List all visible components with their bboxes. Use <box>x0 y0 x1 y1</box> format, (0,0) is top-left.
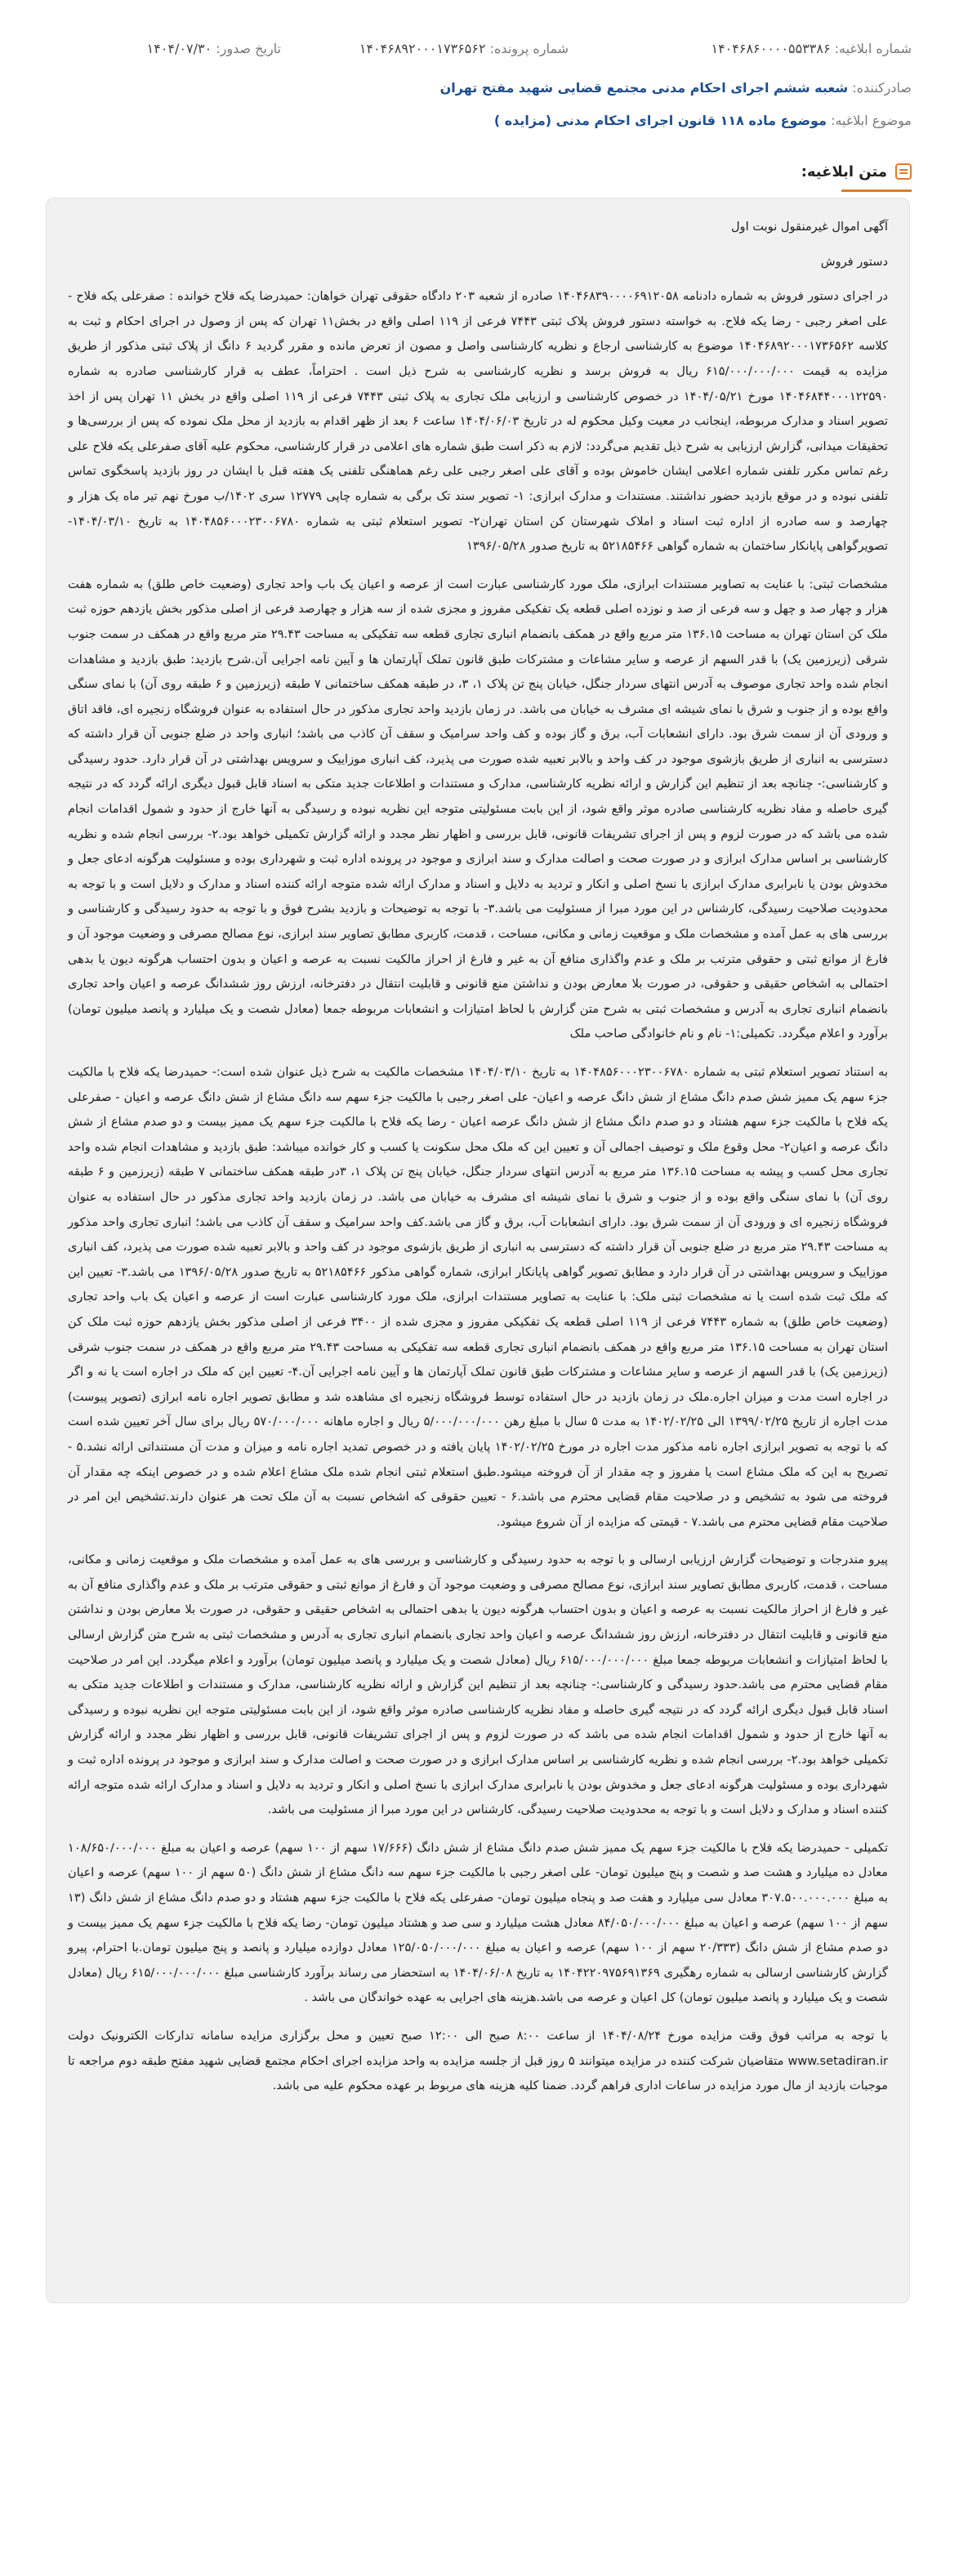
paragraph-valuation: پیرو مندرجات و توضیحات گزارش ارزیابی ارسالی و با توجه به حدود رسیدگی و کارشناسی و بررسی های به عمل آمده و مشخصات ملک و موقعیت زمانی و مکانی، مساحت ، قدمت، کاربری مطابق تصاویر سند ابرازی، نوع مصالح مصرفی و وضعیت موجود آن و فارغ از موانع ثبتی و حقوقی مترتب بر ملک و عدم واگذاری منافع آن به غیر و فارغ از احراز مالکیت نسبت به عرصه و اعیان و بدون احتساب هرگونه دیون یا بدهی احتمالی به اشخاص حقیقی و حقوقی، در صورت بلا معارض بودن و نداشتن منع قانونی و قابلیت انتقال در دفترخانه، ارزش روز ششدانگ عرصه و اعیان واحد تجاری بانضمام انباری تجاری به آدرس و مشخصات ثبتی به شرح متن گزارش ارسالی با لحاظ امتیازات و انشعابات مربوطه جمعا مبلغ ۶۱۵/۰۰۰/۰۰۰/۰۰۰ ریال (معادل شصت و یک میلیارد و پانصد میلیون تومان) برآورد و اعلام میگردد. این امر در صلاحیت مقام قضایی محترم می باشد.حدود رسیدگی و کارشناسی:- چنانچه بعد از تنظیم این گزارش و ارائه نظریه کارشناسی، مدارک و مستندات و اطلاعات جدید متکی به اسناد قابل قبول دیگری ارائه گردد که در نتیجه گیری حاصله و مفاد نظریه کارشناسی صادره موثر واقع شود، از این بابت مسئولیتی متوجه این نظریه نبوده و رسیدگی به آنها خارج از حدود و شمول اقدامات انجام شده می باشد که در صورت لزوم و پس از اجرای تشریفات قانونی، قابل بررسی و اظهار نظر مجدد و ارائه گزارش تکمیلی خواهد بود.۲- بررسی انجام شده و نظریه کارشناسی بر اساس مدارک ابرازی و در صورت صحت و اصالت مدارک و سند ابرازی و موجود در پرونده اداره ثبت و شهرداری بوده و مسئولیت هرگونه ادعای جعل و مخدوش بودن یا نابرابری مدارک ابرازی با نسخ اصلی و انکار و تردید به دلایل و اسناد و مدارک ارائه شده متوجه ارائه کننده اسناد و مدارک و دلایل است و با توجه به محدودیت صلاحیت رسیدگی، کارشناس در این مورد مبرا از مسئولیت می باشد. <box>68 1553 888 1817</box>
issuer-label: صادرکننده: <box>852 80 912 96</box>
issue-date-value: ۱۴۰۴/۰۷/۳۰ <box>146 41 212 56</box>
case-number-value: ۱۴۰۴۶۸۹۲۰۰۰۱۷۳۶۵۶۲ <box>359 41 486 56</box>
paragraph-auction-time: با توجه به مراتب فوق وقت مزایده مورخ ۱۴۰۴/۰۸/۲۴ از ساعت ۸:۰۰ صبح الی ۱۲:۰۰ صبح تعیین و محل برگزاری مزایده سامانه تدارکات الکترونیک دولت www.setadiran.ir متقاضیان شرکت کننده در مزایده میتوانند ۵ روز قبل از جلسه مزایده به واحد مزایده اجرای احکام مجتمع قضایی شهید مفتح طبقه دوم مراجعه تا موجبات بازدید از مال مورد مزایده در ساعات اداری فراهم گردد. ضمنا کلیه هزینه های مربوط بر عهده محکوم علیه می باشد. <box>68 2028 888 2093</box>
meta-row <box>0 41 959 69</box>
document-icon <box>895 163 912 180</box>
notice-body <box>46 198 910 2303</box>
case-number <box>359 41 569 56</box>
case-number-label: شماره پرونده: <box>489 41 569 56</box>
issuer <box>440 80 912 96</box>
notice-title-row <box>801 155 912 188</box>
paragraph-sale-order: در اجرای دستور فروش به شماره دادنامه ۱۴۰۴۶۸۳۹۰۰۰۰۶۹۱۲۰۵۸ صادره از شعبه ۲۰۳ دادگاه حقوقی تهران خواهان: حمیدرضا یکه فلاح خوانده : صفرعلی یکه فلاح - علی اصغر رجبی - رضا یکه فلاح. به خواسته دستور فروش پلاک ثبتی ۷۴۴۳ فرعی از ۱۱۹ اصلی واقع در بخش۱۱ تهران که پس از وصول در اجرای احکام و ثبت به کلاسه ۱۴۰۴۶۸۹۲۰۰۰۱۷۳۶۵۶۲ موضوع به کارشناسی ارجاع و نظریه کارشناسی واصل و مصون از تعرض مانده و مقرر گردید ۶ دانگ از پلاک ثبتی مذکور از طریق مزایده به قیمت ۶۱۵/۰۰۰/۰۰۰/۰۰۰ ریال به فروش برسد و نظریه کارشناسی به شرح ذیل است . احتراماً، عطف به قرار کارشناسی صادره به شماره ۱۴۰۴۶۸۴۴۰۰۰۱۲۲۵۹۰ مورخ ۱۴۰۴/۰۵/۲۱ در خصوص کارشناسی و ارزیابی ملک تجاری به پلاک ثبتی ۷۴۴۳ فرعی از ۱۱۹ اصلی واقع در بخش ۱۱ تهران پس از اخذ تصویر اسناد و مدارک مربوطه، اینجانب در معیت وکیل محکوم له در تاریخ ۱۴۰۴/۰۶/۰۳ ساعت ۶ بعد از ظهر اقدام به بازدید از محل ملک نموده که پس از بررسی‌ها و تحقیقات میدانی، گزارش ارزیابی به شرح ذیل تقدیم می‌گردد: لازم به ذکر است طبق شماره های اعلامی در قرار کارشناسی، محکوم علیه آقای صفرعلی یکه فلاح علی رغم تماس مکرر تلفنی شماره اعلامی ایشان خاموش بوده و آقای علی اصغر رجبی علی رغم هماهنگی تلفنی یک هفته قبل با ایشان در روز بازدید پاسخگوی تماس تلفنی نبوده و در موقع بازدید حضور نداشتند. مستندات و مدارک ابرازی: ۱- تصویر سند تک برگی به شماره چاپی ۱۲۷۷۹ سری ۱۴۰۲/ب مورخ نهم تیر ماه یک هزار و چهارصد و سه صادره از اداره ثبت اسناد و املاک شهرستان کن استان تهران۲- تصویر استعلام ثبتی به شماره ۱۴۰۴۸۵۶۰۰۰۲۳۰۰۶۷۸۰ به تاریخ ۱۴۰۴/۰۳/۱۰- تصویرگواهی پایانکار ساختمان به شماره گواهی ۵۲۱۸۵۴۶۶ به تاریخ صدور ۱۳۹۶/۰۵/۲۸ <box>68 289 889 554</box>
notice-subheading: دستور فروش <box>820 254 888 269</box>
issuer-value: شعبه ششم اجرای احکام مدنی مجتمع قضایی شهید مفتح تهران <box>439 80 849 96</box>
subject-value: موضوع ماده ۱۱۸ قانون اجرای احکام مدنی (مزایده ) <box>493 113 827 128</box>
ad-number-value: ۱۴۰۴۶۸۶۰۰۰۰۵۵۳۳۸۶ <box>711 41 831 56</box>
issue-date-label: تاریخ صدور: <box>216 41 281 56</box>
subject-label: موضوع ابلاغیه: <box>831 113 912 128</box>
notice-title: متن ابلاغیه: <box>801 163 887 180</box>
paragraph-registration-details: مشخصات ثبتی: با عنایت به تصاویر مستندات ابرازی، ملک مورد کارشناسی عبارت است از عرصه و اعیان یک باب واحد تجاری (وضعیت خاص طلق) به شماره هفت هزار و چهار صد و چهل و سه فرعی از صد و نوزده اصلی قطعه یک تفکیکی مفروز و مجزی شده از سه هزار و چهارصد فرعی از اصلی مذکور بخش یازدهم حوزه ثبت ملک کن استان تهران به مساحت ۱۳۶.۱۵ متر مربع واقع در همکف بانضمام انباری تجاری قطعه سه تفکیکی به مساحت ۲۹.۴۳ متر مربع واقع در همکف در سمت جنوب شرقی (زیرزمین یک) با قدر السهم از عرصه و سایر مشاعات و مشترکات طبق قانون تملک آپارتمان ها و آیین نامه اجرایی آن.شرح بازدید: طبق بازدید و مشاهدات انجام شده واحد تجاری موصوف به آدرس انتهای سردار جنگل، خیابان پنج تن پلاک ۱، ۳، در طبقه همکف ساختمانی ۷ طبقه (زیرزمین و ۶ طبقه روی آن) با نمای سنگی واقع بوده و از جنوب و شرق با نمای شیشه ای مشرف به خیابان می باشد. در زمان بازدید واحد تجاری مذکور در حال استفاده به عنوان فروشگاه زنجیره ای، فاقد اتاق و ورودی آن از سمت شرق بود. دارای انشعابات آب، برق و گاز بوده و کف واحد سرامیک و سقف آن کاذب می باشد؛ انباری واحد در ضلع جنوبی آن قرار داشته که دسترسی به انباری از طریق بازشوی موجود در کف واحد و بالابر تعبیه شده صورت می پذیرد، کف انباری موزاییک و سرویس بهداشتی در آن قرار دارد. حدود رسیدگی و کارشناسی:- چنانچه بعد از تنظیم این گزارش و ارائه نظریه کارشناسی، مدارک و مستندات و اطلاعات جدید متکی به اسناد قابل قبول دیگری ارائه گردد که در نتیجه گیری حاصله و مفاد نظریه کارشناسی صادره موثر واقع شود، از این بابت مسئولیتی متوجه این نظریه نبوده و رسیدگی به آنها خارج از حدود و شمول اقدامات انجام شده می باشد که در صورت لزوم و پس از اجرای تشریفات قانونی، قابل بررسی و اظهار نظر مجدد و ارائه گزارش تکمیلی خواهد بود.۲- بررسی انجام شده و نظریه کارشناسی بر اساس مدارک ابرازی و در صورت صحت و اصالت مدارک و سند ابرازی و موجود در پرونده اداره ثبت و شهرداری بوده و مسئولیت هرگونه ادعای جعل و مخدوش بودن یا نابرابری مدارک ابرازی با نسخ اصلی و انکار و تردید به دلایل و اسناد و مدارک ارائه شده متوجه ارائه کننده اسناد و مدارک و دلایل است و با توجه به محدودیت صلاحیت رسیدگی، کارشناس در این مورد مبرا از مسئولیت می باشد.۳- با توجه به توضیحات و بازدید بشرح فوق و با توجه به حدود رسیدگی و کارشناسی و بررسی های به عمل آمده و مشخصات ملک و موقعیت زمانی و مکانی، مساحت ، قدمت، کاربری مطابق تصاویر سند ابرازی، نوع مصالح مصرفی و وضعیت موجود آن و فارغ از موانع ثبتی و حقوقی مترتب بر ملک و عدم واگذاری منافع آن به غیر و فارغ از احراز مالکیت نسبت به عرصه و اعیان و بدون احتساب هرگونه دیون یا بدهی احتمالی به اشخاص حقیقی و حقوقی، در صورت بلا معارض بودن و نداشتن منع قانونی و قابلیت انتقال در دفترخانه، ارزش روز ششدانگ عرصه و اعیان واحد تجاری بانضمام انباری تجاری به آدرس و مشخصات ثبتی به شرح متن گزارش با لحاظ امتیازات و انشعابات مربوطه جمعا (معادل شصت و یک میلیارد و پانصد میلیون تومان) برآورد و اعلام میگردد. تکمیلی:۱- نام و نام خانوادگی صاحب ملک <box>68 577 888 1041</box>
paragraph-shares: تکمیلی - حمیدرضا یکه فلاح با مالکیت جزء سهم یک ممیز شش صدم دانگ مشاع از شش دانگ (۱۷/۶۶۶ سهم از ۱۰۰ سهم) عرصه و اعیان به مبلغ ۱۰۸/۶۵۰/۰۰۰/۰۰۰ معادل ده میلیارد و هشت صد و شصت و پنج میلیون تومان- علی اصغر رجبی با مالکیت جزء سهم سه دانگ مشاع از شش دانگ (۵۰ سهم از ۱۰۰ سهم) عرصه و اعیان به مبلغ ۳۰۷.۵۰۰.۰۰۰.۰۰۰ معادل سی میلیارد و هفت صد و پنجاه میلیون تومان- صفرعلی یکه فلاح با مالکیت جزء سهم هشتاد و دو صدم دانگ مشاع از شش دانگ (۱۳ سهم از ۱۰۰ سهم) عرصه و اعیان به مبلغ ۸۴/۰۵۰/۰۰۰/۰۰۰ معادل هشت میلیارد و سی صد و هشتاد میلیون تومان- رضا یکه فلاح با مالکیت جزء سهم یک ممیز بیست و دو صدم مشاع از شش دانگ (۲۰/۳۳۳ سهم از ۱۰۰ سهم) عرصه و اعیان به مبلغ ۱۲۵/۰۵۰/۰۰۰/۰۰۰ معادل دوازده میلیارد و پانصد و پنج میلیون تومان.با احترام، پیرو گزارش کارشناسی ارسالی به شماره رهگیری ۱۴۰۴۲۲۰۹۷۵۶۹۱۳۶۹ به تاریخ ۱۴۰۴/۰۶/۰۸ به استحضار می رساند برآورد کارشناسی مبلغ ۶۱۵/۰۰۰/۰۰۰/۰۰۰ ریال (معادل شصت و یک میلیارد و پانصد میلیون تومان) کل اعیان و عرصه می باشد.هزینه های اجرایی به عهده خواندگان می باشد . <box>68 1840 888 2005</box>
subject <box>494 113 912 128</box>
title-underline <box>841 189 912 192</box>
ad-number-label: شماره ابلاغیه: <box>834 41 912 56</box>
notice-header <box>0 0 959 155</box>
notice-heading: آگهی اموال غیرمنقول نوبت اول <box>730 220 888 234</box>
paragraph-ownership-inquiry: به استناد تصویر استعلام ثبتی به شماره ۱۴۰۴۸۵۶۰۰۰۲۳۰۰۶۷۸۰ به تاریخ ۱۴۰۴/۰۳/۱۰ مشخصات مالکیت به شرح ذیل عنوان شده است:- حمیدرضا یکه فلاح با مالکیت جزء سهم یک ممیز شش صدم دانگ مشاع از شش دانگ عرصه و اعیان- علی اصغر رجبی با مالکیت جزء سهم سه دانگ مشاع از شش دانگ عرصه و اعیان - صفرعلی یکه فلاح با مالکیت جزء سهم هشتاد و دو صدم دانگ مشاع از شش دانگ عرصه اعیان - رضا یکه فلاح با مالکیت جزء سهم یک ممیز بیست و دو صدم مشاع از شش دانگ عرصه و اعیان۲- محل وقوع ملک و توصیف اجمالی آن و تعیین این که ملک محل سکونت یا کسب و کار خوانده میباشد: طبق بازدید و مشاهدات انجام شده واحد تجاری محل کسب و پیشه به مساحت ۱۳۶.۱۵ متر مربع به آدرس انتهای سردار جنگل، خیابان پنج تن پلاک ۱، ۳در طبقه همکف ساختمانی ۷ طبقه (زیرزمین و ۶ طبقه روی آن) با نمای سنگی واقع بوده و از جنوب و شرق با نمای شیشه ای مشرف به خیابان می باشد. در زمان بازدید واحد تجاری مذکور در حال استفاده به عنوان فروشگاه زنجیره ای و ورودی آن از سمت شرق بود. دارای انشعابات آب، برق و گاز می باشد.کف واحد سرامیک و سقف آن کاذب می باشد؛ انباری تجاری واحد مذکور به مساحت ۲۹.۴۳ متر مربع در ضلع جنوبی آن قرار داشته که دسترسی به انباری از طریق بازشوی موجود در کف واحد و بالابر تعبیه شده صورت می پذیرد، کف انباری موزاییک و سرویس بهداشتی در آن قرار دارد و مطابق تصویر گواهی پایانکار ابرازی، شماره گواهی مذکور ۵۲۱۸۵۴۶۶ به تاریخ صدور ۱۳۹۶/۰۵/۲۸ می باشد.۳- تعیین این که ملک ثبت شده است یا نه مشخصات ثبتی ملک: با عنایت به تصاویر مستندات ابرازی، ملک مورد کارشناسی عبارت است از عرصه و اعیان یک باب واحد تجاری (وضعیت خاص طلق) به شماره ۷۴۴۳ فرعی از ۱۱۹ اصلی قطعه یک تفکیکی مفروز و مجزی شده از ۳۴۰۰ فرعی از اصلی مذکور بخش یازدهم حوزه ثبت ملک کن استان تهران به مساحت ۱۳۶.۱۵ متر مربع واقع در همکف بانضمام انباری تجاری قطعه سه تفکیکی به مساحت ۲۹.۴۳ متر مربع واقع در همکف در سمت جنوب شرقی (زیرزمین یک) با قدر السهم از عرصه و سایر مشاعات و مشترکات طبق قانون تملک آپارتمان ها و آیین نامه اجرایی آن.۴- تعیین این که ملک در اجاره است یا نه و اگر در اجاره است مدت و میزان اجاره.ملک در زمان بازدید در حال استفاده توسط فروشگاه زنجیره ای مشاهده شد و مطابق تصویر اجاره نامه ابرازی (تصویر پیوست) مدت اجاره از تاریخ ۱۳۹۹/۰۲/۲۵ الی ۱۴۰۲/۰۲/۲۵ به مدت ۵ سال با مبلغ رهن ۵/۰۰۰/۰۰۰/۰۰۰ ریال و اجاره ماهانه ۵۷۰/۰۰۰/۰۰۰ ریال برای سال آخر تعیین شده است که با توجه به تصویر ابرازی اجاره نامه مذکور مدت اجاره در مورخ ۱۴۰۲/۰۲/۲۵ پایان یافته و در خصوص تمدید اجاره نامه و میزان و مدت آن مستنداتی ارائه نشد.۵ - تصریح به این که ملک مشاع است یا مفروز و چه مقدار از آن فروخته میشود.طبق استعلام ثبتی انجام شده ملک مشاع اعلام شده و در خصوص اینکه چه مقدار آن فروخته می شود به تشخیص و در صلاحیت مقام قضایی محترم می باشد.۶ - تعیین حقوقی که اشخاص نسبت به آن ملک تحت هر عنوان دارند.تشخیص این امر در صلاحیت مقام قضایی محترم می باشد.۷ - قیمتی که مزایده از آن شروع میشود. <box>68 1065 889 1529</box>
issue-date <box>147 41 281 56</box>
ad-number <box>711 41 912 56</box>
